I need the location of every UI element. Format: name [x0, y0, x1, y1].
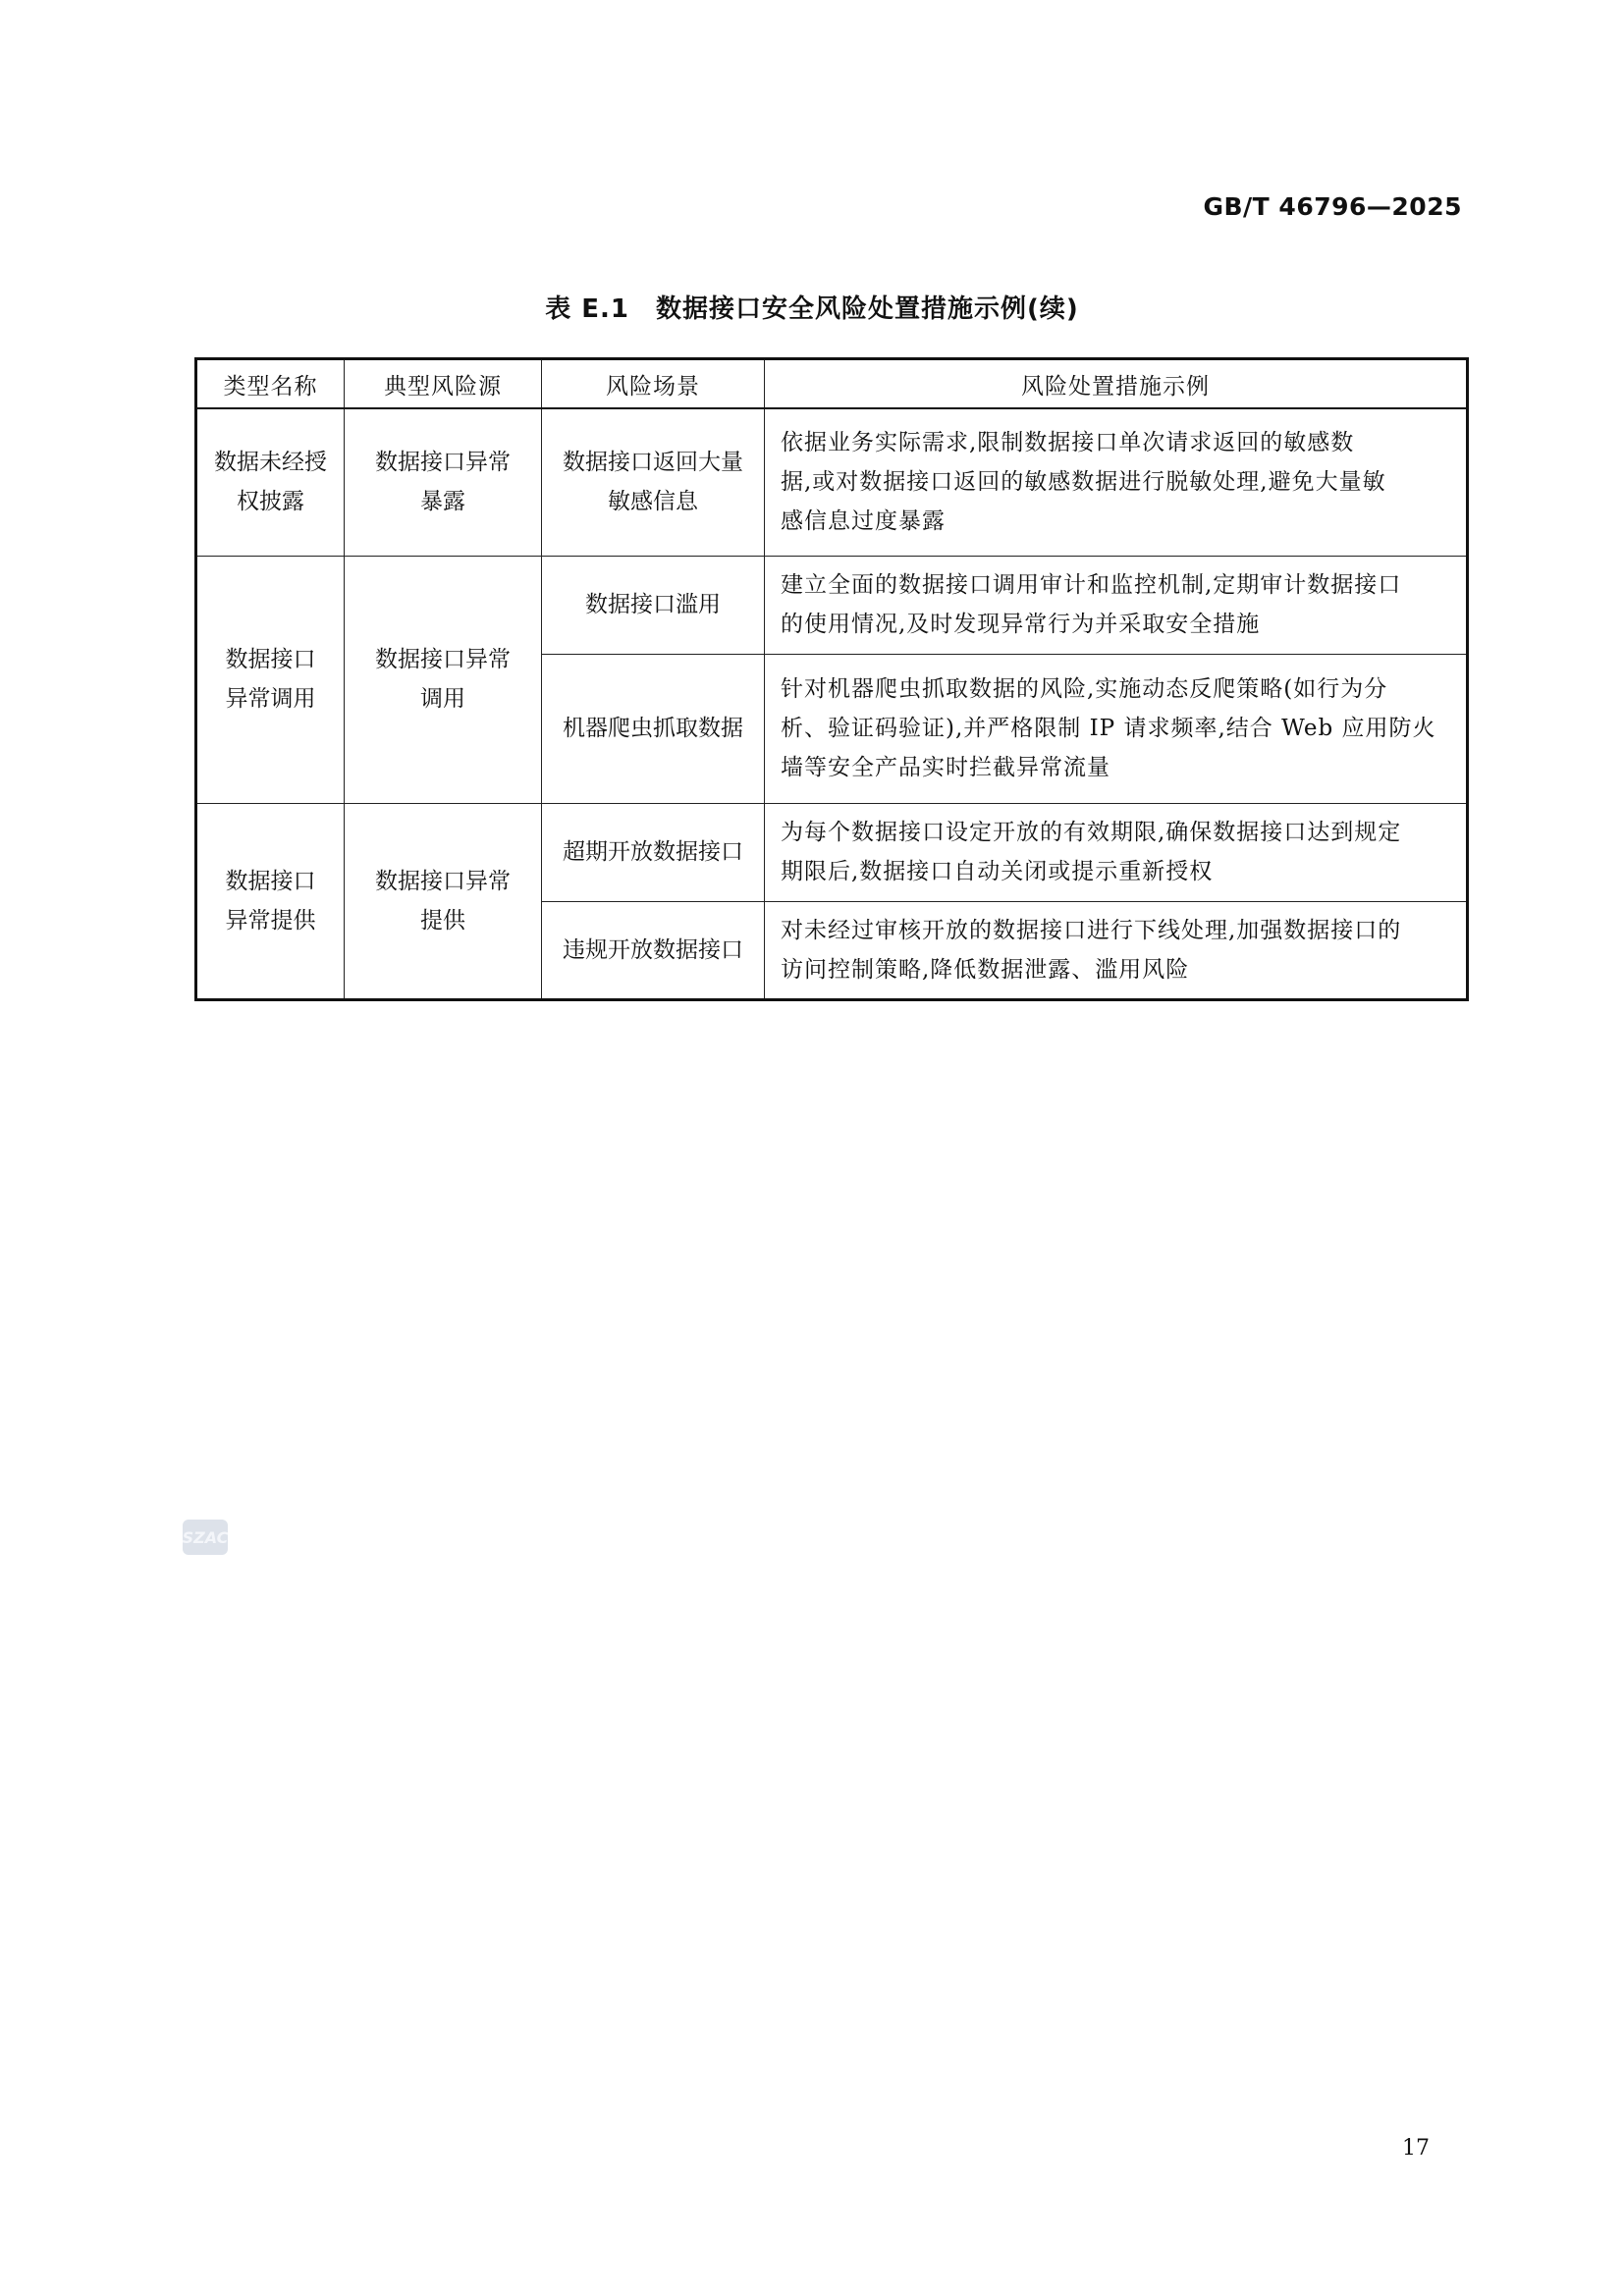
table-row — [196, 408, 1468, 556]
page-number: 17 — [1402, 2136, 1430, 2161]
cell-line: 访问控制策略,降低数据泄露、滥用风险 — [781, 956, 1190, 983]
risk-scenario-cell — [542, 556, 765, 654]
cell-line: 数据接口异常 — [375, 868, 511, 894]
type-name-cell — [196, 803, 345, 999]
type-name-cell — [196, 556, 345, 803]
szac-watermark-logo: SZAC — [183, 1520, 228, 1555]
cell-line: 机器爬虫抓取数据 — [563, 716, 743, 741]
cell-line: 敏感信息 — [608, 489, 698, 515]
cell-line: 超期开放数据接口 — [563, 839, 743, 865]
risk-source-cell — [345, 556, 542, 803]
cell-line: 数据接口 — [225, 647, 316, 672]
risk-scenario-cell — [542, 901, 765, 999]
column-header-risk-scenario: 风险场景 — [542, 359, 765, 409]
column-header-measure: 风险处置措施示例 — [765, 359, 1468, 409]
risk-measures-table — [194, 357, 1469, 1001]
type-name-cell — [196, 408, 345, 556]
cell-line: 墙等安全产品实时拦截异常流量 — [781, 755, 1110, 780]
column-header-risk-source: 典型风险源 — [345, 359, 542, 409]
cell-line: 针对机器爬虫抓取数据的风险,实施动态反爬策略(如行为分 — [781, 676, 1388, 702]
measure-cell — [765, 901, 1468, 999]
cell-line: 依据业务实际需求,限制数据接口单次请求返回的敏感数 — [781, 430, 1355, 456]
table-row — [196, 803, 1468, 901]
column-header-type-name: 类型名称 — [196, 359, 345, 409]
measure-cell — [765, 408, 1468, 556]
table-caption: 表 E.1 数据接口安全风险处置措施示例(续) — [545, 294, 1079, 324]
standard-code: GB/T 46796—2025 — [1203, 192, 1462, 221]
cell-line: 建立全面的数据接口调用审计和监控机制,定期审计数据接口 — [781, 572, 1402, 598]
risk-scenario-cell — [542, 654, 765, 803]
cell-line: 提供 — [420, 907, 465, 934]
cell-line: 期限后,数据接口自动关闭或提示重新授权 — [781, 859, 1214, 884]
cell-line: 为每个数据接口设定开放的有效期限,确保数据接口达到规定 — [781, 820, 1402, 845]
measure-cell — [765, 654, 1468, 803]
measure-cell — [765, 556, 1468, 654]
cell-line: 数据未经授 — [214, 450, 327, 476]
cell-line: 违规开放数据接口 — [563, 936, 743, 963]
cell-line: 数据接口 — [225, 868, 316, 894]
risk-scenario-cell — [542, 408, 765, 556]
cell-line: 据,或对数据接口返回的敏感数据进行脱敏处理,避免大量敏 — [781, 469, 1386, 496]
cell-line: 对未经过审核开放的数据接口进行下线处理,加强数据接口的 — [781, 917, 1402, 943]
cell-line: 权披露 — [237, 489, 304, 515]
cell-line: 数据接口滥用 — [585, 592, 721, 617]
cell-line: 感信息过度暴露 — [781, 508, 946, 535]
cell-line: 数据接口异常 — [375, 647, 511, 672]
table-header-row — [196, 359, 1468, 409]
cell-line: 的使用情况,及时发现异常行为并采取安全措施 — [781, 612, 1261, 637]
cell-line: 异常提供 — [225, 907, 316, 934]
cell-line: 暴露 — [420, 489, 465, 515]
cell-line: 异常调用 — [225, 686, 316, 712]
risk-source-cell — [345, 803, 542, 999]
risk-scenario-cell — [542, 803, 765, 901]
cell-line: 调用 — [420, 686, 465, 712]
measure-cell — [765, 803, 1468, 901]
risk-source-cell — [345, 408, 542, 556]
cell-line: 析、验证码验证),并严格限制 IP 请求频率,结合 Web 应用防火 — [781, 716, 1436, 741]
cell-line: 数据接口返回大量 — [563, 450, 743, 476]
table-row — [196, 556, 1468, 654]
cell-line: 数据接口异常 — [375, 450, 511, 476]
